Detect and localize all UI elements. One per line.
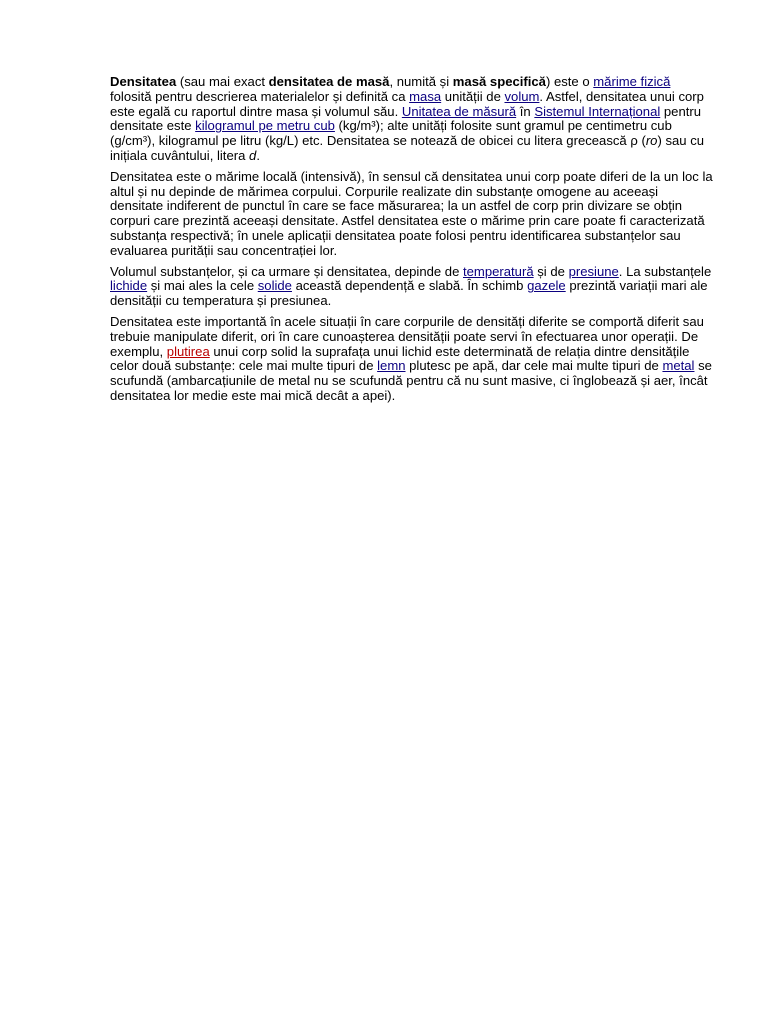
text-span: ) este o: [545, 74, 594, 89]
text-span: (: [637, 133, 646, 149]
paragraph-importance: [110, 315, 714, 404]
link-plutirea[interactable]: plutirea: [166, 343, 210, 359]
text-span: . Astfel, densitatea unui corp este egală cu raportul dintre masa și volumul său.: [110, 88, 704, 119]
term-d: d: [249, 147, 257, 163]
paragraph-intensive: Densitatea este o mărime locală (intensivă), în sensul că densitatea unui corp poate diferi de la un loc la altul și nu depinde de mărimea corpului. Corpurile realizate din substanțe omogene au aceeași densitate indiferent de punctul în care se face măsurarea; la un astfel de corp prin divizare se obțin corpuri care prezintă aceeași densitate. Astfel densitatea este o mărime prin care poate fi caracterizată substanța respectivă; în unele aplicații densitatea poate folosi pentru identificarea substanțelor sau evaluarea purității sau concentrației lor.: [110, 168, 713, 258]
text-span: (sau mai exact: [176, 74, 269, 89]
term-masa-specifica: masă specifică: [452, 74, 546, 89]
paragraph-temperature-pressure: [110, 265, 714, 309]
link-metal[interactable]: metal: [662, 358, 695, 374]
text-span: plutesc pe apă, dar cele mai multe tipuri de: [405, 358, 663, 374]
paragraph-definition: [110, 75, 714, 164]
link-temperatura[interactable]: temperatură: [463, 263, 534, 279]
text-span: (kg/m³); alte unități folosite sunt gramul pe centimetru cub (g/cm³), kilogramul pe litru (kg/L) etc. Densitatea se notează de obicei cu litera grecească: [110, 118, 672, 149]
article-body: [110, 75, 714, 410]
text-span: .: [256, 147, 260, 163]
text-span: folosită pentru descrierea materialelor și definită ca: [110, 88, 410, 104]
text-span: , numită și: [389, 74, 453, 89]
link-sistemul-international[interactable]: Sistemul Internațional: [534, 103, 661, 119]
term-densitatea: Densitatea: [110, 74, 177, 89]
text-span: ) sau cu inițiala cuvântului, litera: [110, 133, 705, 163]
text-span: . La substanțele: [618, 263, 712, 279]
text-span: pentru densitate este: [110, 103, 702, 134]
link-solide[interactable]: solide: [257, 278, 292, 294]
link-volum[interactable]: volum: [504, 88, 540, 104]
text-span: Densitatea este importantă în acele situații în care corpurile de densități diferite se comportă diferit sau trebuie manipulate diferit, ori în care cunoașterea densității poate servi în efectuarea unor operații. De exemplu,: [110, 313, 704, 359]
link-kilogramul-pe-metru-cub[interactable]: kilogramul pe metru cub: [195, 118, 335, 134]
text-span: unității de: [441, 88, 505, 104]
text-span: și mai ales la cele: [147, 278, 258, 294]
link-lichide[interactable]: lichide: [110, 278, 148, 294]
link-marime-fizica[interactable]: mărime fizică: [593, 74, 671, 89]
term-ro: ro: [645, 133, 658, 149]
link-unitatea-de-masura[interactable]: Unitatea de măsură: [401, 103, 517, 119]
text-span: și de: [533, 263, 569, 279]
symbol-rho: ρ: [630, 133, 638, 149]
text-span: se scufundă (ambarcațiunile de metal nu se scufundă pentru că nu sunt masive, ci înglobează și aer, încât densitatea lor medie este mai mică decât a apei).: [110, 358, 712, 403]
link-gazele[interactable]: gazele: [527, 278, 566, 294]
term-densitatea-de-masa: densitatea de masă: [268, 74, 390, 89]
link-masa[interactable]: masa: [409, 88, 442, 104]
text-span: în: [516, 103, 535, 119]
text-span: Volumul substanțelor, și ca urmare și densitatea, depinde de: [110, 263, 464, 279]
link-lemn[interactable]: lemn: [377, 358, 406, 374]
text-span: prezintă variații mari ale densității cu temperatura și presiunea.: [110, 278, 708, 309]
text-span: această dependență e slabă. În schimb: [291, 278, 528, 294]
link-presiune[interactable]: presiune: [568, 263, 619, 279]
text-span: unui corp solid la suprafața unui lichid este determinată de relația dintre densitățile celor două substanțe: cele mai multe tipuri de: [110, 343, 690, 374]
